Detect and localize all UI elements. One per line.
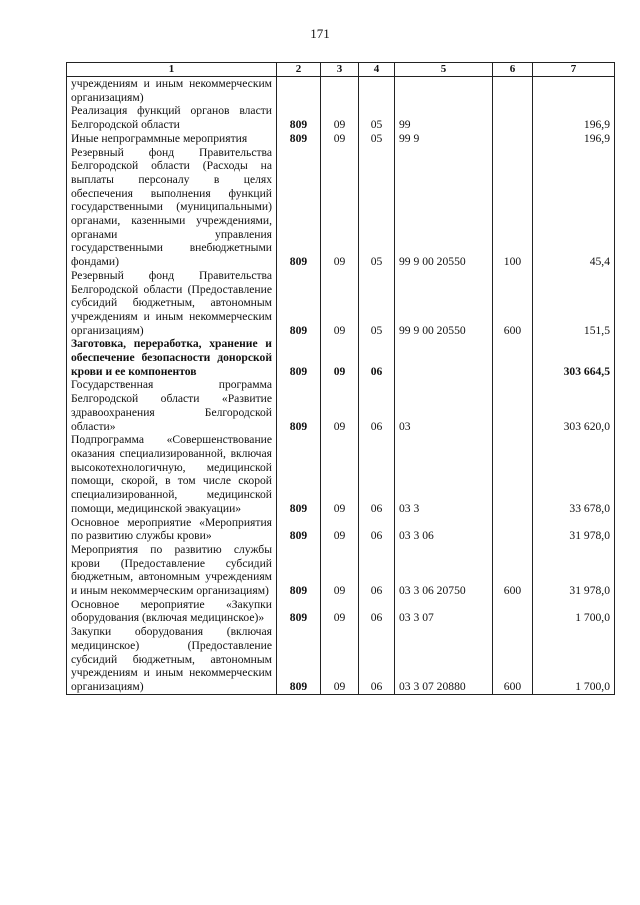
section-code: 09 (321, 433, 359, 515)
target-article: 99 9 00 20550 (395, 269, 493, 338)
section-code: 09 (321, 337, 359, 378)
subsection-code: 06 (359, 598, 395, 625)
expense-type (493, 516, 533, 543)
item-name: Закупки оборудования (включая медицинское) (Предоставление субсидий бюджетным, автономным учреждениям и иным некоммерческим организациям) (67, 625, 277, 694)
subsection-code: 06 (359, 433, 395, 515)
header-col-6: 6 (493, 63, 533, 77)
subsection-code: 06 (359, 516, 395, 543)
section-code: 09 (321, 598, 359, 625)
amount: 31 978,0 (533, 516, 615, 543)
item-name: учреждениям и иным некоммерческим организациям) (67, 77, 277, 105)
ministry-code: 809 (277, 543, 321, 598)
expense-type: 600 (493, 625, 533, 694)
amount: 303 620,0 (533, 378, 615, 433)
subsection-code: 06 (359, 543, 395, 598)
ministry-code: 809 (277, 146, 321, 269)
subsection-code (359, 77, 395, 105)
amount: 196,9 (533, 104, 615, 131)
subsection-code: 05 (359, 269, 395, 338)
amount: 1 700,0 (533, 625, 615, 694)
header-col-4: 4 (359, 63, 395, 77)
ministry-code: 809 (277, 433, 321, 515)
amount (533, 77, 615, 105)
subsection-code: 05 (359, 132, 395, 146)
section-code: 09 (321, 625, 359, 694)
subsection-code: 05 (359, 146, 395, 269)
table-row (67, 77, 615, 105)
table-row (67, 132, 615, 146)
expense-type (493, 433, 533, 515)
ministry-code: 809 (277, 516, 321, 543)
table-row (67, 378, 615, 433)
header-row (67, 63, 615, 77)
table-row (67, 337, 615, 378)
ministry-code: 809 (277, 598, 321, 625)
target-article: 03 3 07 (395, 598, 493, 625)
subsection-code: 06 (359, 625, 395, 694)
section-code: 09 (321, 146, 359, 269)
expense-type (493, 77, 533, 105)
expense-type (493, 598, 533, 625)
target-article: 03 3 (395, 433, 493, 515)
target-article (395, 77, 493, 105)
section-code: 09 (321, 516, 359, 543)
ministry-code: 809 (277, 625, 321, 694)
header-col-3: 3 (321, 63, 359, 77)
section-code (321, 77, 359, 105)
amount: 45,4 (533, 146, 615, 269)
table-row (67, 104, 615, 131)
table-row (67, 598, 615, 625)
table-row (67, 146, 615, 269)
budget-table (66, 62, 615, 695)
ministry-code: 809 (277, 104, 321, 131)
ministry-code (277, 77, 321, 105)
item-name: Государственная программа Белгородской области «Развитие здравоохранения Белгородской области» (67, 378, 277, 433)
target-article: 03 3 06 (395, 516, 493, 543)
section-code: 09 (321, 543, 359, 598)
page-number: 171 (310, 26, 330, 41)
subsection-code: 05 (359, 104, 395, 131)
item-name: Мероприятия по развитию службы крови (Предоставление субсидий бюджетным, автономным учреждениям и иным некоммерческим организациям) (67, 543, 277, 598)
expense-type (493, 132, 533, 146)
section-code: 09 (321, 378, 359, 433)
target-article: 03 3 06 20750 (395, 543, 493, 598)
table-row (67, 625, 615, 694)
item-name: Подпрограмма «Совершенствование оказания специализированной, включая высокотехнологичную, медицинской помощи, скорой, в том числе скорой специализированной, медицинской помощи, медицинской эвакуации» (67, 433, 277, 515)
expense-type (493, 337, 533, 378)
target-article: 03 3 07 20880 (395, 625, 493, 694)
expense-type: 600 (493, 269, 533, 338)
target-article: 99 9 00 20550 (395, 146, 493, 269)
item-name: Основное мероприятие «Мероприятия по развитию службы крови» (67, 516, 277, 543)
header-col-5: 5 (395, 63, 493, 77)
section-code: 09 (321, 269, 359, 338)
item-name: Реализация функций органов власти Белгородской области (67, 104, 277, 131)
section-code: 09 (321, 104, 359, 131)
amount: 303 664,5 (533, 337, 615, 378)
item-name: Резервный фонд Правительства Белгородской области (Расходы на выплаты персоналу в целях обеспечения выполнения функций государственными (муниципальными) органами, казенными учреждениями, органами управления государственными внебюджетными фондами) (67, 146, 277, 269)
item-name: Иные непрограммные мероприятия (67, 132, 277, 146)
table-row (67, 433, 615, 515)
ministry-code: 809 (277, 378, 321, 433)
ministry-code: 809 (277, 132, 321, 146)
expense-type (493, 378, 533, 433)
target-article: 99 9 (395, 132, 493, 146)
subsection-code: 06 (359, 337, 395, 378)
target-article: 03 (395, 378, 493, 433)
amount: 33 678,0 (533, 433, 615, 515)
table-row (67, 269, 615, 338)
amount: 1 700,0 (533, 598, 615, 625)
expense-type (493, 104, 533, 131)
expense-type: 600 (493, 543, 533, 598)
section-code: 09 (321, 132, 359, 146)
header-col-7: 7 (533, 63, 615, 77)
item-name: Основное мероприятие «Закупки оборудования (включая медицинское)» (67, 598, 277, 625)
target-article (395, 337, 493, 378)
amount: 151,5 (533, 269, 615, 338)
item-name: Резервный фонд Правительства Белгородской области (Предоставление субсидий бюджетным, автономным учреждениям и иным некоммерческим организациям) (67, 269, 277, 338)
ministry-code: 809 (277, 269, 321, 338)
header-col-2: 2 (277, 63, 321, 77)
subsection-code: 06 (359, 378, 395, 433)
amount: 31 978,0 (533, 543, 615, 598)
ministry-code: 809 (277, 337, 321, 378)
header-col-1: 1 (67, 63, 277, 77)
expense-type: 100 (493, 146, 533, 269)
amount: 196,9 (533, 132, 615, 146)
target-article: 99 (395, 104, 493, 131)
item-name: Заготовка, переработка, хранение и обеспечение безопасности донорской крови и ее компонентов (67, 337, 277, 378)
table-row (67, 516, 615, 543)
table-row (67, 543, 615, 598)
